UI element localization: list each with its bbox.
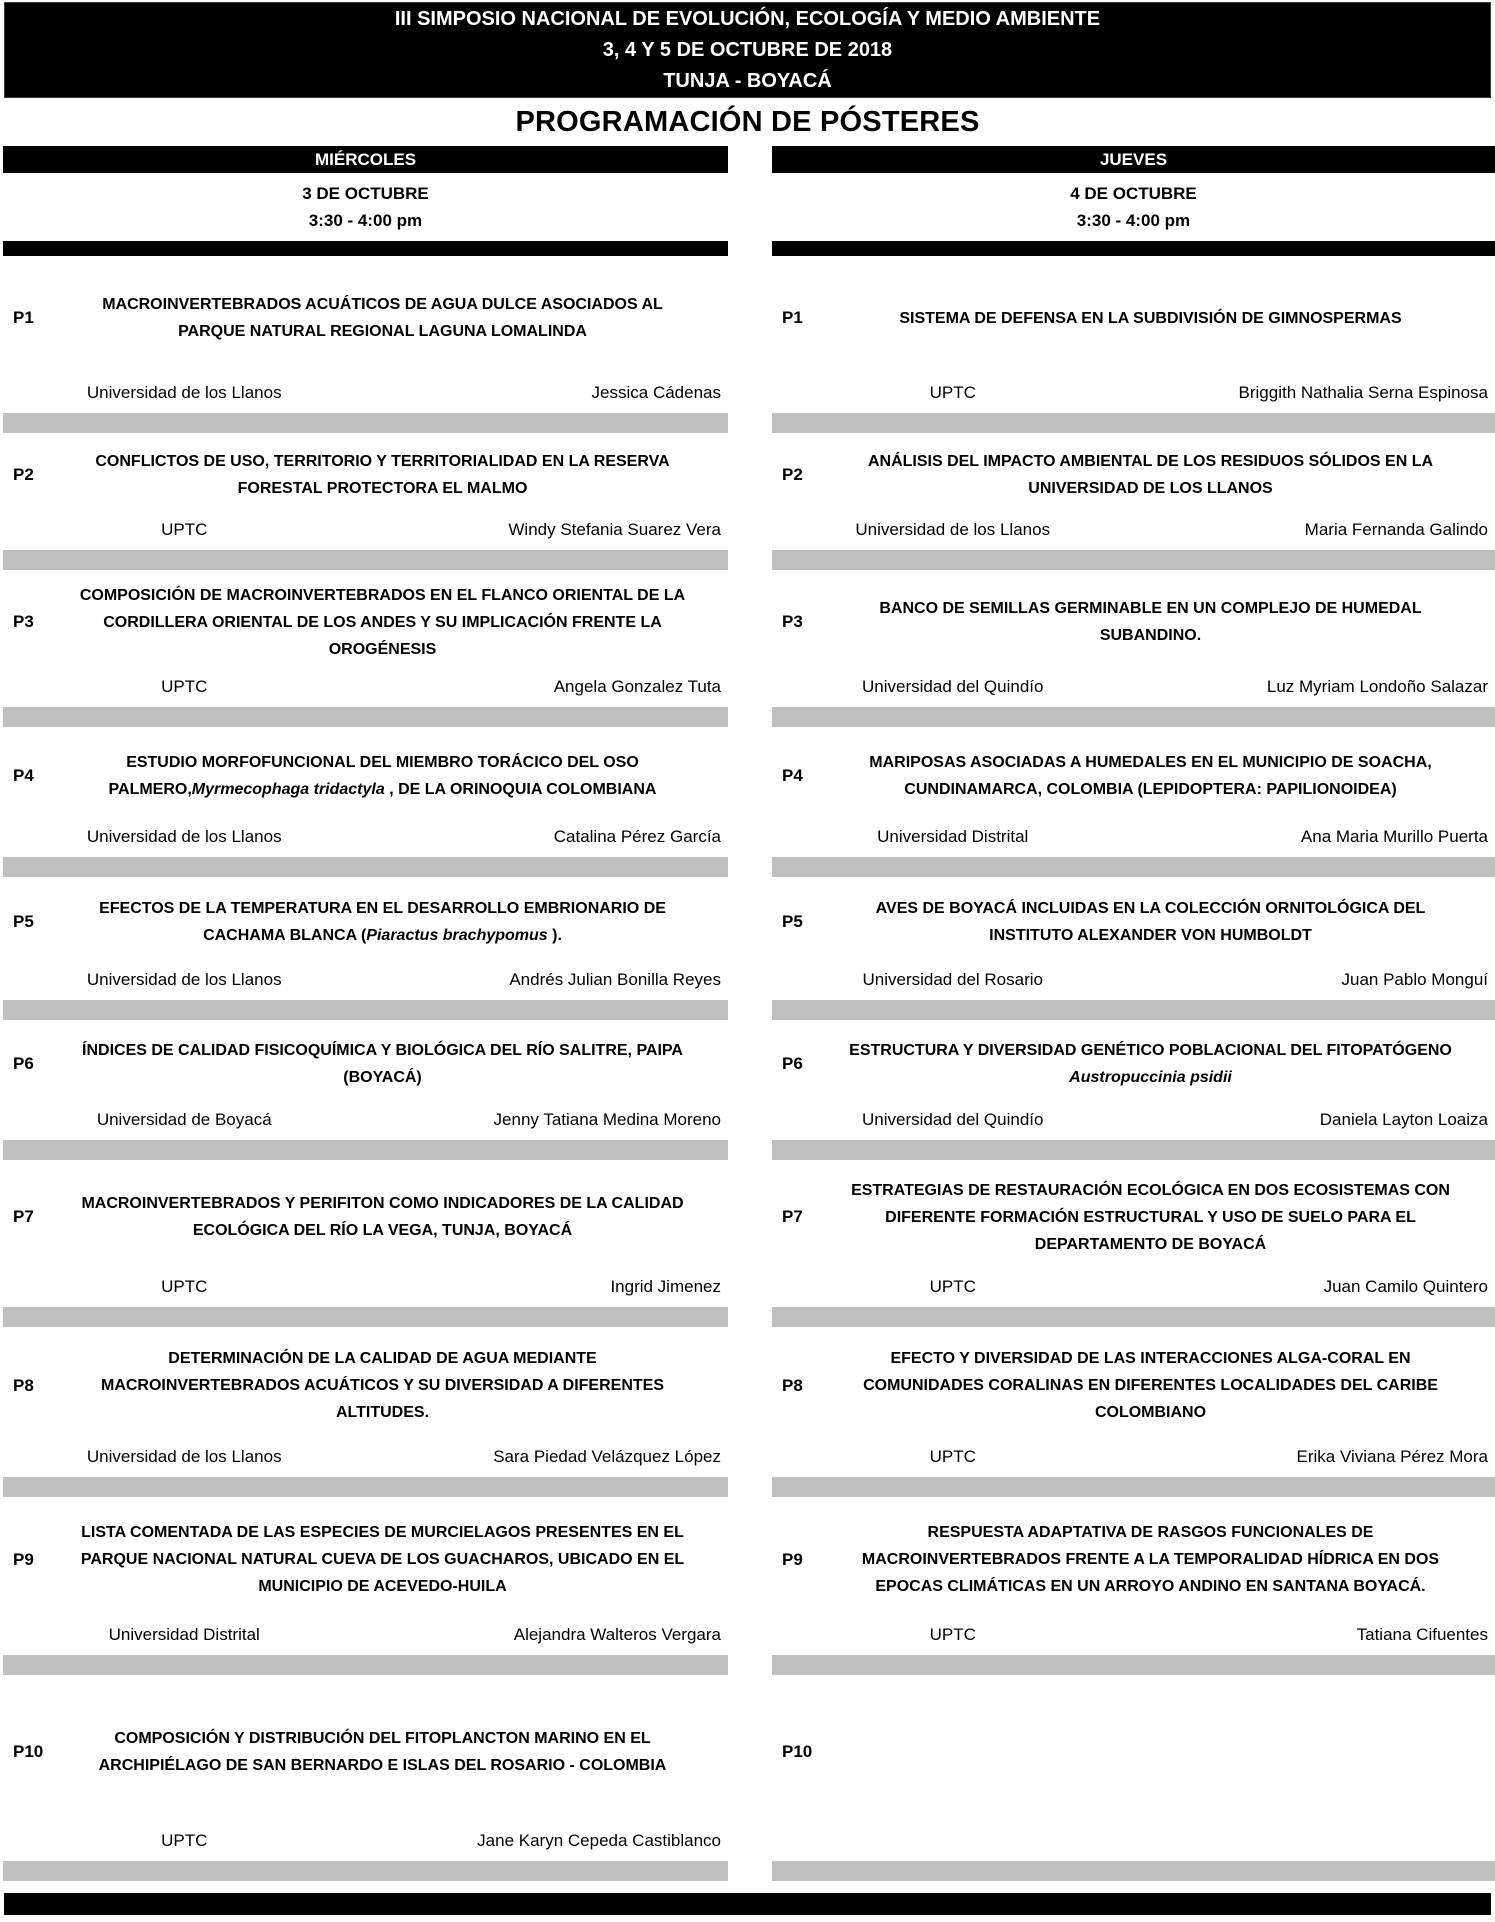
poster-entry [772,256,1495,433]
institution: UPTC [772,383,1134,403]
institution: Universidad de Boyacá [3,1110,366,1130]
poster-entry [3,1675,728,1881]
separator-bar [772,413,1495,433]
poster-entry-main [3,1020,728,1107]
separator-bar [3,1307,728,1327]
poster-title-segment: ESTRUCTURA Y DIVERSIDAD GENÉTICO POBLACIONAL DEL FITOPATÓGENO [849,1042,1452,1059]
poster-title-line [820,448,1481,475]
institution: Universidad del Rosario [772,970,1134,990]
poster-entry-main [3,877,728,967]
separator-bar [772,1477,1495,1497]
poster-title-line [820,1177,1481,1204]
poster-code: P2 [3,465,51,485]
poster-title-line [51,448,714,475]
poster-entry-main [3,1160,728,1274]
poster-title-line [820,305,1481,332]
poster-title-segment: MARIPOSAS ASOCIADAS A HUMEDALES EN EL MUNICIPIO DE SOACHA, [869,754,1431,771]
poster-title-segment: DIFERENTE FORMACIÓN ESTRUCTURAL Y USO DE SUELO PARA EL [885,1209,1416,1226]
poster-title-segment: INSTITUTO ALEXANDER VON HUMBOLDT [989,927,1312,944]
poster-title [51,1345,728,1426]
presenter: Andrés Julian Bonilla Reyes [366,970,729,990]
poster-title [820,1519,1495,1600]
institution: Universidad de los Llanos [3,970,366,990]
symposium-header-band [4,2,1491,98]
time-wednesday: 3:30 - 4:00 pm [3,210,728,232]
poster-entry [3,256,728,433]
separator-bar [3,550,728,570]
poster-title-line [820,1546,1481,1573]
poster-entry [772,433,1495,570]
poster-entry-main [772,1327,1495,1444]
poster-title-line [51,609,714,636]
poster-title-line [820,1345,1481,1372]
schedule-columns [0,146,1495,1881]
poster-entry-main [772,1020,1495,1107]
poster-title-line [51,475,714,502]
poster-title-segment: COMPOSICIÓN Y DISTRIBUCIÓN DEL FITOPLANCTON MARINO EN EL [114,1730,650,1747]
poster-entry [772,1020,1495,1160]
poster-institution-row [3,380,728,406]
poster-entry [3,1160,728,1327]
presenter: Angela Gonzalez Tuta [366,677,729,697]
poster-entry-main [772,570,1495,674]
poster-title-segment: MUNICIPIO DE ACEVEDO-HUILA [258,1578,506,1595]
poster-title-line [820,895,1481,922]
institution: UPTC [772,1447,1134,1467]
poster-title-line [51,582,714,609]
poster-title-line [51,1546,714,1573]
poster-title-line [51,1064,714,1091]
poster-title-line [51,1345,714,1372]
footer-black-bar [4,1893,1491,1915]
poster-title-segment: AVES DE BOYACÁ INCLUIDAS EN LA COLECCIÓN ORNITOLÓGICA DEL [876,900,1426,917]
poster-entry [772,1497,1495,1675]
poster-institution-row [3,1274,728,1300]
poster-title [820,1037,1495,1091]
poster-institution-row [772,1828,1495,1854]
poster-title-segment: MACROINVERTEBRADOS ACUÁTICOS DE AGUA DULCE ASOCIADOS AL [102,296,663,313]
poster-institution-row [3,1444,728,1470]
day-header-thursday: JUEVES [772,146,1495,173]
black-separator-bar [772,241,1495,256]
poster-title [820,895,1495,949]
poster-title-line [51,776,714,803]
separator-bar [772,707,1495,727]
presenter: Maria Fernanda Galindo [1134,520,1495,540]
presenter: Daniela Layton Loaiza [1134,1110,1495,1130]
poster-institution-row [3,674,728,700]
footer-gap [0,1881,1495,1893]
poster-title-line [820,1064,1481,1091]
black-separator-bar [3,241,728,256]
poster-entry [3,570,728,727]
institution: Universidad de los Llanos [772,520,1134,540]
poster-title-line [51,1037,714,1064]
poster-entry [3,1020,728,1160]
poster-title-segment: PALMERO, [109,781,192,798]
poster-title-segment: COMUNIDADES CORALINAS EN DIFERENTES LOCALIDADES DEL CARIBE [863,1377,1438,1394]
poster-institution-row [772,517,1495,543]
poster-title-line [820,475,1481,502]
poster-entry-main [772,877,1495,967]
presenter: Juan Pablo Monguí [1134,970,1495,990]
column-thursday [772,146,1495,1881]
poster-title-segment: Piaractus brachypomus [366,927,547,944]
poster-title-line [820,1519,1481,1546]
poster-entry [3,1497,728,1675]
poster-code: P5 [3,912,51,932]
poster-entry-main [3,1327,728,1444]
symposium-title: III SIMPOSIO NACIONAL DE EVOLUCIÓN, ECOLOGÍA Y MEDIO AMBIENTE [395,4,1100,35]
poster-code: P7 [3,1207,51,1227]
poster-entry-main [3,433,728,517]
poster-code: P4 [772,766,820,786]
poster-title-segment: FORESTAL PROTECTORA EL MALMO [238,480,528,497]
poster-entry [772,1675,1495,1881]
poster-title-segment: ANÁLISIS DEL IMPACTO AMBIENTAL DE LOS RESIDUOS SÓLIDOS EN LA [868,453,1433,470]
institution: UPTC [3,1831,366,1851]
poster-code: P6 [772,1054,820,1074]
poster-title [51,448,728,502]
poster-title-segment: CUNDINAMARCA, COLOMBIA (LEPIDOPTERA: PAPILIONOIDEA) [904,781,1396,798]
presenter: Briggith Nathalia Serna Espinosa [1134,383,1495,403]
poster-title-segment: EFECTO Y DIVERSIDAD DE LAS INTERACCIONES ALGA-CORAL EN [890,1350,1410,1367]
poster-code: P10 [3,1742,51,1762]
poster-title-segment: RESPUESTA ADAPTATIVA DE RASGOS FUNCIONALES DE [928,1524,1374,1541]
poster-code: P4 [3,766,51,786]
institution: Universidad Distrital [772,827,1134,847]
poster-title-segment: ESTRATEGIAS DE RESTAURACIÓN ECOLÓGICA EN DOS ECOSISTEMAS CON [851,1182,1450,1199]
poster-title-segment: ARCHIPIÉLAGO DE SAN BERNARDO E ISLAS DEL ROSARIO - COLOMBIA [99,1757,667,1774]
column-wednesday [3,146,728,1881]
poster-title-segment: ÍNDICES DE CALIDAD FISICOQUÍMICA Y BIOLÓGICA DEL RÍO SALITRE, PAIPA [82,1042,683,1059]
poster-title-segment: UNIVERSIDAD DE LOS LLANOS [1028,480,1272,497]
poster-institution-row [772,674,1495,700]
separator-bar [772,1140,1495,1160]
poster-institution-row [772,1107,1495,1133]
poster-title [51,1037,728,1091]
poster-title-segment: (BOYACÁ) [343,1069,422,1086]
time-thursday: 3:30 - 4:00 pm [772,210,1495,232]
poster-entry-main [772,727,1495,824]
separator-bar [3,1655,728,1675]
poster-title [51,895,728,949]
poster-code: P3 [772,612,820,632]
poster-entry [3,727,728,877]
separator-bar [3,1000,728,1020]
poster-title-line [820,1399,1481,1426]
poster-entry [772,1160,1495,1327]
poster-title-segment: COMPOSICIÓN DE MACROINVERTEBRADOS EN EL FLANCO ORIENTAL DE LA [80,587,685,604]
presenter: Ingrid Jimenez [366,1277,729,1297]
institution: UPTC [3,677,366,697]
poster-title-segment: MACROINVERTEBRADOS Y PERIFITON COMO INDICADORES DE LA CALIDAD [81,1195,683,1212]
poster-title-line [820,776,1481,803]
date-thursday: 4 DE OCTUBRE [772,183,1495,205]
poster-entry-main [3,1497,728,1622]
separator-bar [772,1000,1495,1020]
poster-institution-row [3,967,728,993]
institution: Universidad del Quindío [772,1110,1134,1130]
poster-title-segment: CORDILLERA ORIENTAL DE LOS ANDES Y SU IMPLICACIÓN FRENTE LA [103,614,662,631]
poster-code: P8 [772,1376,820,1396]
poster-title-line [820,595,1481,622]
separator-bar [772,857,1495,877]
poster-title [820,749,1495,803]
presenter: Catalina Pérez García [366,827,729,847]
poster-title-line [51,1217,714,1244]
poster-title-line [51,1519,714,1546]
poster-entry-main [3,1675,728,1828]
institution: Universidad de los Llanos [3,1447,366,1467]
poster-entry [772,727,1495,877]
presenter: Jenny Tatiana Medina Moreno [366,1110,729,1130]
poster-institution-row [3,824,728,850]
poster-title [820,1345,1495,1426]
poster-title-segment: DEPARTAMENTO DE BOYACÁ [1035,1236,1266,1253]
poster-title-line [820,1231,1481,1258]
poster-title-segment: ALTITUDES. [336,1404,429,1421]
poster-title-segment: Myrmecophaga tridactyla [192,781,385,798]
poster-title-line [51,1399,714,1426]
poster-entry [3,1327,728,1497]
presenter: Windy Stefania Suarez Vera [366,520,729,540]
poster-entry [3,877,728,1020]
poster-title-segment: EFECTOS DE LA TEMPERATURA EN EL DESARROLLO EMBRIONARIO DE [99,900,666,917]
institution: Universidad de los Llanos [3,383,366,403]
poster-code: P2 [772,465,820,485]
poster-title-line [51,749,714,776]
poster-title [51,1519,728,1600]
poster-institution-row [772,1444,1495,1470]
separator-bar [772,1861,1495,1881]
institution: UPTC [772,1277,1134,1297]
presenter: Jane Karyn Cepeda Castiblanco [366,1831,729,1851]
institution: Universidad Distrital [3,1625,366,1645]
poster-title-line [51,895,714,922]
poster-entry [772,570,1495,727]
presenter: Sara Piedad Velázquez López [366,1447,729,1467]
poster-title-line [820,1573,1481,1600]
poster-title [51,1190,728,1244]
poster-title-segment: ). [548,927,562,944]
poster-title-segment: LISTA COMENTADA DE LAS ESPECIES DE MURCIELAGOS PRESENTES EN EL [81,1524,684,1541]
poster-institution-row [772,967,1495,993]
poster-schedule-page [0,2,1495,1915]
poster-title-segment: ECOLÓGICA DEL RÍO LA VEGA, TUNJA, BOYACÁ [193,1222,572,1239]
poster-institution-row [772,1274,1495,1300]
poster-title [820,595,1495,649]
separator-bar [3,413,728,433]
separator-bar [3,1861,728,1881]
poster-title [51,1725,728,1779]
poster-title [51,582,728,663]
poster-code: P6 [3,1054,51,1074]
separator-bar [772,1655,1495,1675]
poster-title-segment: MACROINVERTEBRADOS ACUÁTICOS Y SU DIVERSIDAD A DIFERENTES [101,1377,664,1394]
symposium-location: TUNJA - BOYACÁ [663,66,832,97]
poster-title-segment: Austropuccinia psidii [1069,1069,1232,1086]
poster-institution-row [3,517,728,543]
poster-code: P9 [772,1550,820,1570]
poster-title-segment: ESTUDIO MORFOFUNCIONAL DEL MIEMBRO TORÁCICO DEL OSO [126,754,639,771]
poster-title-segment: CACHAMA BLANCA ( [203,927,366,944]
poster-institution-row [3,1107,728,1133]
poster-title-line [51,318,714,345]
poster-institution-row [772,380,1495,406]
poster-entry [772,1327,1495,1497]
poster-title-segment: SISTEMA DE DEFENSA EN LA SUBDIVISIÓN DE GIMNOSPERMAS [899,310,1401,327]
poster-title [820,448,1495,502]
presenter: Ana Maria Murillo Puerta [1134,827,1495,847]
institution: UPTC [3,520,366,540]
poster-title-line [51,1372,714,1399]
symposium-dates: 3, 4 Y 5 DE OCTUBRE DE 2018 [603,35,892,66]
poster-title-segment: OROGÉNESIS [329,641,437,658]
poster-entry-main [3,570,728,674]
poster-institution-row [3,1622,728,1648]
institution: UPTC [3,1277,366,1297]
poster-title-line [51,922,714,949]
poster-code: P10 [772,1742,820,1762]
poster-code: P9 [3,1550,51,1570]
poster-title-segment: PARQUE NATURAL REGIONAL LAGUNA LOMALINDA [178,323,587,340]
poster-title-segment: COLOMBIANO [1095,1404,1206,1421]
poster-code: P5 [772,912,820,932]
separator-bar [772,550,1495,570]
separator-bar [3,857,728,877]
poster-title-line [820,922,1481,949]
separator-bar [772,1307,1495,1327]
poster-entry-main [3,727,728,824]
poster-title-line [51,291,714,318]
poster-title [820,305,1495,332]
poster-title-line [51,1190,714,1217]
entries-thursday [772,256,1495,1881]
presenter: Juan Camilo Quintero [1134,1277,1495,1297]
presenter: Jessica Cádenas [366,383,729,403]
poster-title-line [51,1752,714,1779]
poster-code: P8 [3,1376,51,1396]
poster-entry [3,433,728,570]
poster-title-line [820,1372,1481,1399]
poster-code: P1 [772,308,820,328]
institution: Universidad del Quindío [772,677,1134,697]
poster-entry-main [3,256,728,380]
poster-entry-main [772,1675,1495,1828]
poster-title-segment: BANCO DE SEMILLAS GERMINABLE EN UN COMPLEJO DE HUMEDAL [879,600,1421,617]
poster-entry-main [772,256,1495,380]
poster-title-line [51,636,714,663]
poster-title-segment: SUBANDINO. [1100,627,1201,644]
poster-title-segment: , DE LA ORINOQUIA COLOMBIANA [385,781,657,798]
poster-entry-main [772,1160,1495,1274]
separator-bar [3,1140,728,1160]
poster-code: P1 [3,308,51,328]
poster-title-line [820,1037,1481,1064]
poster-title-line [51,1725,714,1752]
poster-entry-main [772,1497,1495,1622]
poster-title-segment: EPOCAS CLIMÁTICAS EN UN ARROYO ANDINO EN SANTANA BOYACÁ. [875,1578,1425,1595]
poster-entry [772,877,1495,1020]
poster-institution-row [3,1828,728,1854]
poster-institution-row [772,824,1495,850]
poster-title [51,291,728,345]
presenter: Tatiana Cifuentes [1134,1625,1495,1645]
separator-bar [3,1477,728,1497]
poster-code: P7 [772,1207,820,1227]
entries-wednesday [3,256,728,1881]
date-wednesday: 3 DE OCTUBRE [3,183,728,205]
poster-title-segment: DETERMINACIÓN DE LA CALIDAD DE AGUA MEDIANTE [168,1350,596,1367]
poster-entry-main [772,433,1495,517]
poster-title-segment: CONFLICTOS DE USO, TERRITORIO Y TERRITORIALIDAD EN LA RESERVA [95,453,669,470]
institution: Universidad de los Llanos [3,827,366,847]
poster-title-line [51,1573,714,1600]
poster-title-segment: PARQUE NACIONAL NATURAL CUEVA DE LOS GUACHAROS, UBICADO EN EL [81,1551,684,1568]
poster-title [51,749,728,803]
day-header-wednesday: MIÉRCOLES [3,146,728,173]
poster-title-line [820,749,1481,776]
poster-title-line [820,1204,1481,1231]
poster-code: P3 [3,612,51,632]
poster-title [820,1177,1495,1258]
separator-bar [3,707,728,727]
presenter: Luz Myriam Londoño Salazar [1134,677,1495,697]
presenter: Alejandra Walteros Vergara [366,1625,729,1645]
presenter: Erika Viviana Pérez Mora [1134,1447,1495,1467]
poster-title-line [820,622,1481,649]
poster-institution-row [772,1622,1495,1648]
institution: UPTC [772,1625,1134,1645]
poster-title-segment: MACROINVERTEBRADOS FRENTE A LA TEMPORALIDAD HÍDRICA EN DOS [862,1551,1439,1568]
page-title: PROGRAMACIÓN DE PÓSTERES [0,98,1495,146]
